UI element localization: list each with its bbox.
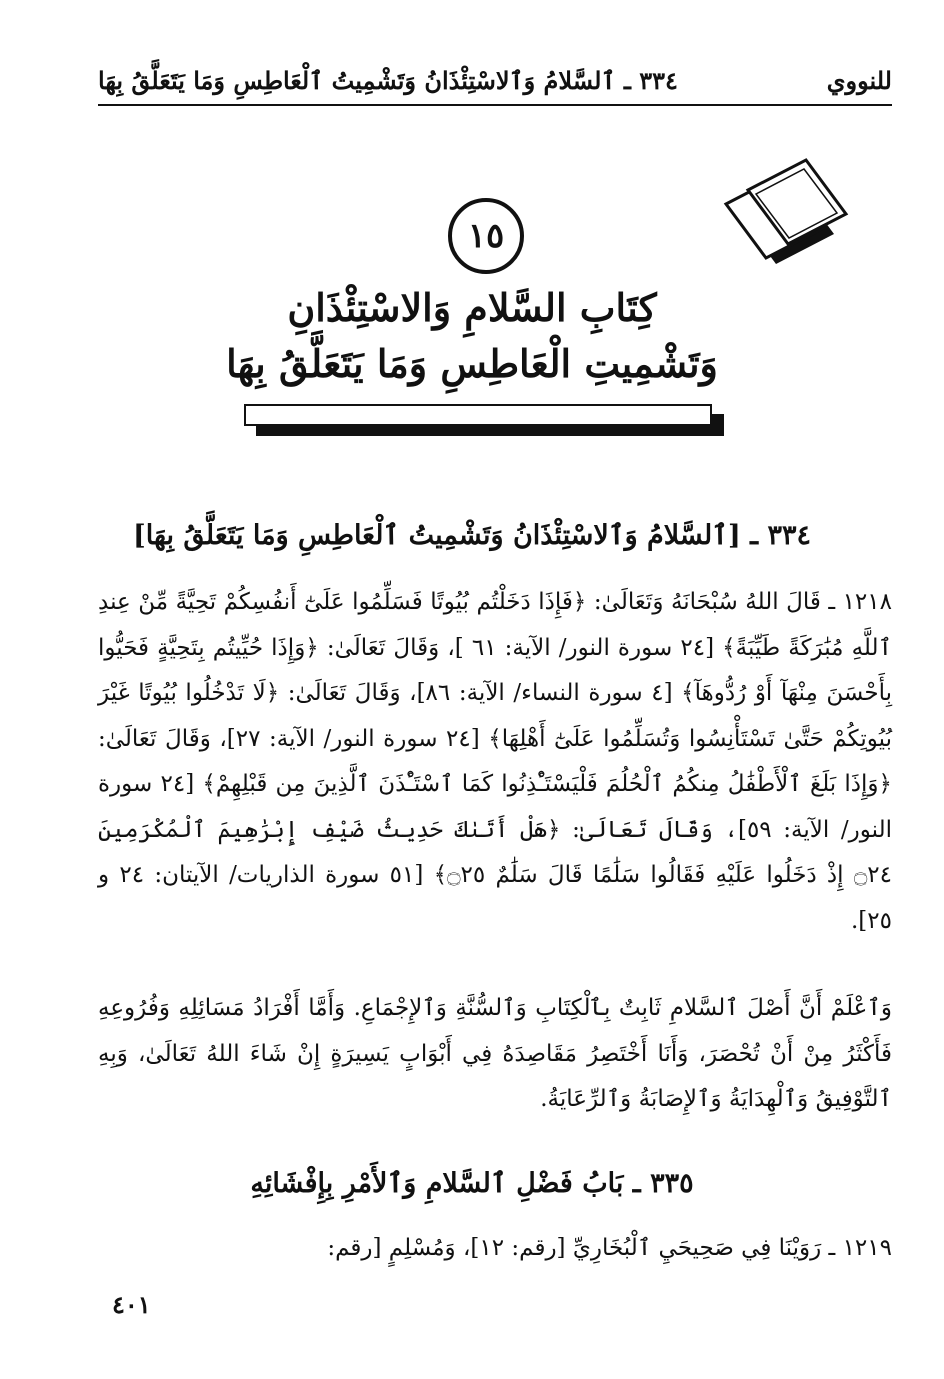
book-title: [180, 280, 764, 392]
stacked-squares-ornament: [722, 150, 852, 290]
header-author: للنووي: [826, 65, 892, 95]
title-underline-bar: [244, 404, 712, 426]
book-title-line-2: وَتَشْمِيتِ الْعَاطِسِ وَمَا يَتَعَلَّقُ بِهَا: [226, 341, 718, 386]
knowledge-paragraph: [98, 986, 892, 1123]
header-section-title: ٣٣٤ ـ ٱلسَّلامُ وَٱلاسْتِئْذَانُ وَتَشْمِيتُ ٱلْعَاطِسِ وَمَا يَتَعَلَّقُ بِهَا: [98, 65, 678, 95]
book-title-line-1: كِتَابِ السَّلامِ وَالاسْتِئْذَانِ: [287, 285, 657, 330]
header-divider: [98, 104, 892, 106]
running-header: [98, 58, 892, 102]
hadith-1219-text: ١٢١٩ ـ رَوَيْنَا فِي صَحِيحَيِ ٱلْبُخَارِيِّ [رقم: ١٢]، وَمُسْلِمٍ [رقم:: [327, 1235, 892, 1261]
chapter-number-badge: [448, 198, 524, 274]
section-334-heading: ٣٣٤ ـ [ٱلسَّلامُ وَٱلاسْتِئْذَانُ وَتَشْمِيتُ ٱلْعَاطِسِ وَمَا يَتَعَلَّقُ بِهَا]: [133, 520, 811, 551]
hadith-1218-paragraph: [98, 580, 892, 944]
page-number: ٤٠١: [112, 1290, 151, 1319]
section-335-heading: ٣٣٥ ـ بَابُ فَضْلِ ٱلسَّلامِ وَٱلأَمْرِ بِإِفْشَائِهِ: [250, 1168, 694, 1199]
chapter-number: ١٥: [467, 216, 505, 256]
hadith-1218-text: ١٢١٨ ـ قَالَ اللهُ سُبْحَانَهُ وَتَعَالَىٰ: ﴿فَإِذَا دَخَلْتُم بُيُوتًا فَسَلِّمُوا عَلَىٰٓ أَنفُسِكُمْ تَحِيَّةً مِّنْ عِندِ ٱللَّهِ مُبَٰرَكَةً طَيِّبَةً﴾ [٢٤ سورة النور/ الآية: ٦١ ]، وَقَالَ تَعَالَىٰ: ﴿وَإِذَا حُيِّيتُم بِتَحِيَّةٍ فَحَيُّوا بِأَحْسَنَ مِنْهَآ أَوْ رُدُّوهَآ﴾ [٤ سورة النساء/ الآية: ٨٦]، وَقَالَ تَعَالَىٰ: ﴿لَا تَدْخُلُوا بُيُوتًا غَيْرَ بُيُوتِكُمْ حَتَّىٰ تَسْتَأْنِسُوا وَتُسَلِّمُوا عَلَىٰٓ أَهْلِهَا﴾ [٢٤ سورة النور/ الآية: ٢٧]، وَقَالَ تَعَالَىٰ: ﴿وَإِذَا بَلَغَ ٱلْأَطْفَٰلُ مِنكُمُ ٱلْحُلُمَ فَلْيَسْتَـْٔذِنُوا كَمَا ٱسْتَـْٔذَنَ ٱلَّذِينَ مِن قَبْلِهِمْ﴾ [٢٤ سورة النور/ الآية: ٥٩]، وَقَالَ تَعَالَىٰ: ﴿هَلْ أَتَىٰكَ حَدِيثُ ضَيْفِ إِبْرَٰهِيمَ ٱلْمُكْرَمِينَ ۝٢٤ إِذْ دَخَلُوا عَلَيْهِ فَقَالُوا سَلَٰمًا قَالَ سَلَٰمٌ ۝٢٥﴾ [٥١ سورة الذاريات/ الآيتان: ٢٤ و ٢٥].: [98, 589, 893, 934]
knowledge-text: وَٱعْلَمْ أَنَّ أَصْلَ ٱلسَّلامِ ثَابِتٌ بِٱلْكِتَابِ وَٱلسُّنَّةِ وَٱلإِجْمَاعِ. وَأَمَّا أَفْرَادُ مَسَائِلِهِ وَفُرُوعِهِ فَأَكْثَرُ مِنْ أَنْ تُحْصَرَ، وَأَنَا أَخْتَصِرُ مَقَاصِدَهُ فِي أَبْوَابٍ يَسِيرَةٍ إِنْ شَاءَ اللهُ تَعَالَىٰ، وَبِهِ ٱلتَّوْفِيقُ وَٱلْهِدَايَةُ وَٱلإِصَابَةُ وَٱلرِّعَايَةُ.: [98, 995, 892, 1112]
hadith-1219-paragraph: [98, 1226, 892, 1272]
